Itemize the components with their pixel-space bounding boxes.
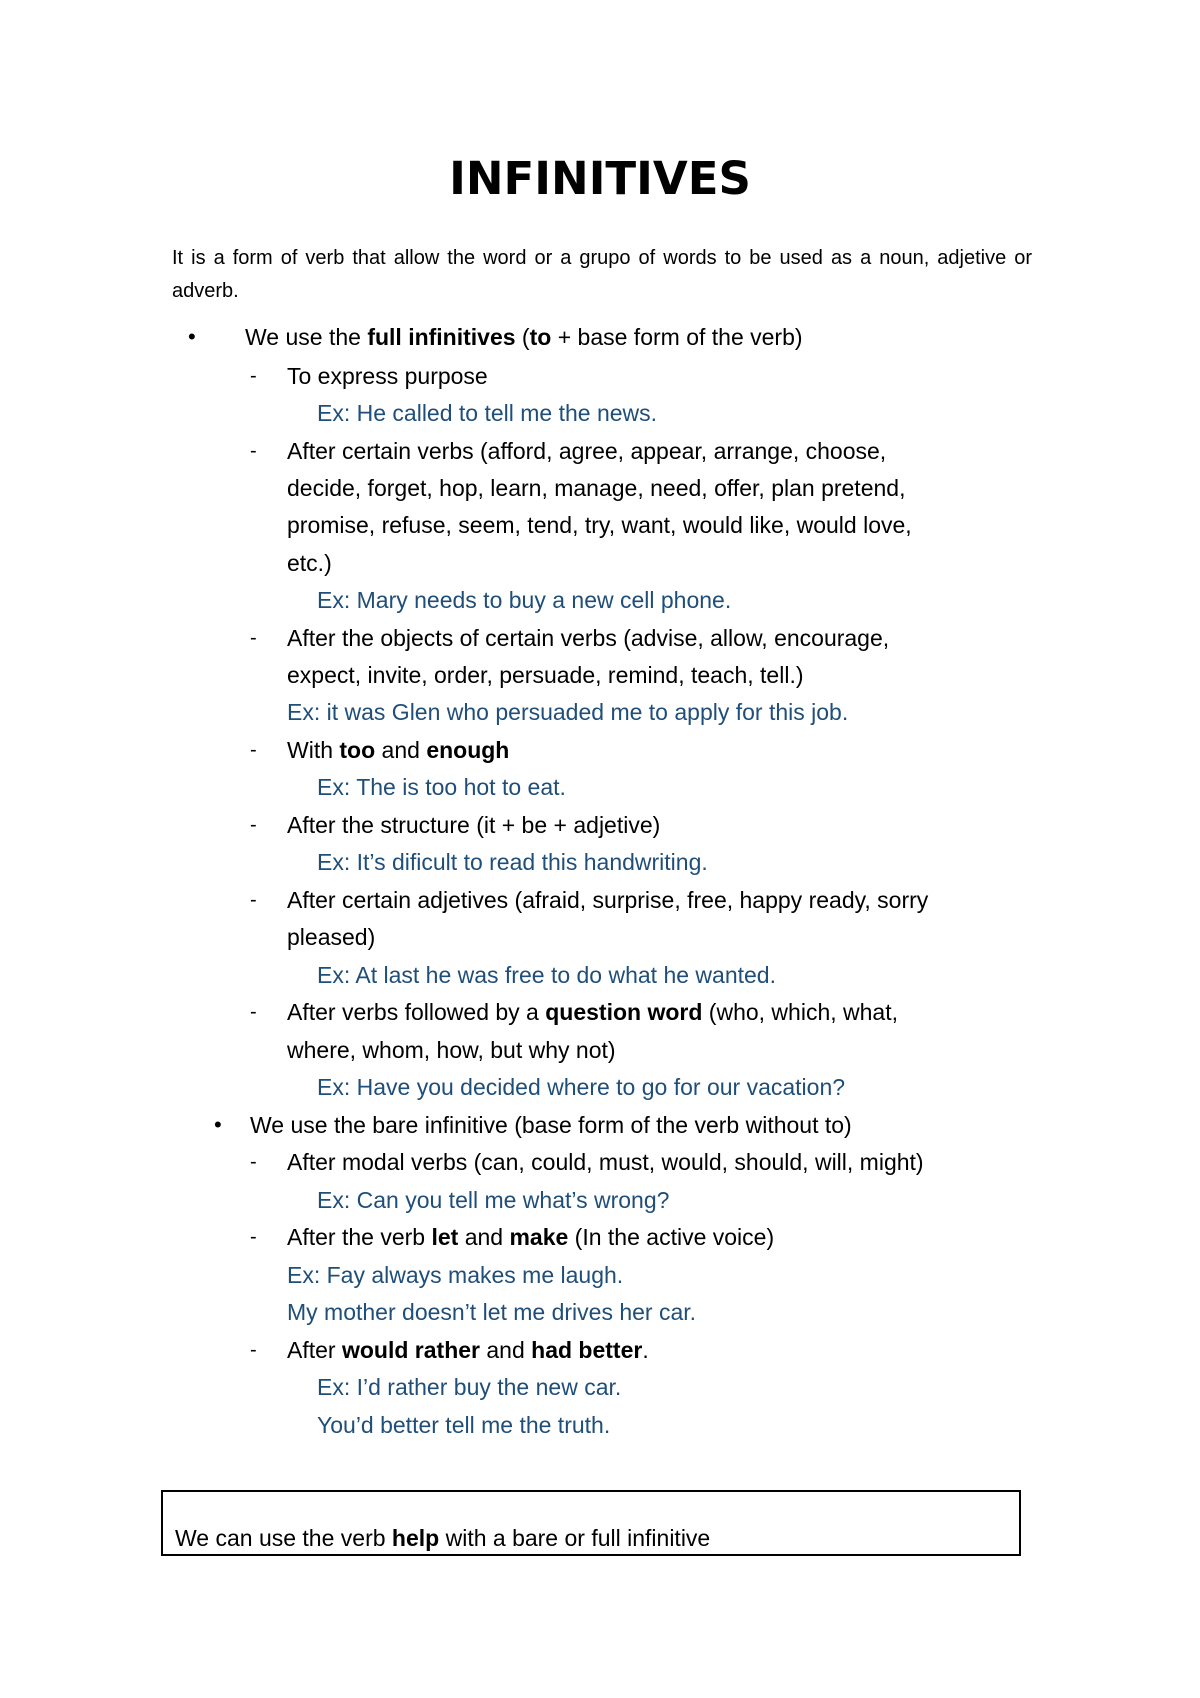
text-run: (who, which, what, [702, 999, 898, 1025]
bold-term: question word [545, 999, 703, 1025]
rule-certain-verbs-cont: decide, forget, hop, learn, manage, need, offer, plan pretend, [287, 475, 906, 501]
dash-marker: - [250, 627, 257, 649]
bullet-marker: • [188, 324, 196, 349]
bullet-marker: • [214, 1112, 222, 1137]
text-run: With [287, 737, 340, 763]
dash-marker: - [250, 739, 257, 761]
example-adjectives: Ex: At last he was free to do what he wanted. [317, 962, 776, 988]
bold-term: full infinitives [367, 324, 516, 350]
example-let-make-2: My mother doesn’t let me drives her car. [287, 1299, 697, 1325]
example-let-make: Ex: Fay always makes me laugh. [287, 1262, 624, 1288]
example-better: You’d better tell me the truth. [317, 1412, 611, 1438]
rule-objects: After the objects of certain verbs (advise, allow, encourage, [287, 625, 890, 651]
rule-objects-cont: expect, invite, order, persuade, remind, teach, tell.) [287, 662, 804, 688]
bold-term: too [339, 737, 376, 763]
note-text [175, 1521, 710, 1555]
example-structure: Ex: It’s dificult to read this handwriting. [317, 849, 708, 875]
rule-rather-better [287, 1333, 649, 1367]
intro-paragraph: It is a form of verb that allow the word or a grupo of words to be used as a noun, adjetive or adverb. [172, 247, 1032, 302]
dash-marker: - [250, 889, 257, 911]
rule-purpose: To express purpose [287, 363, 488, 389]
dash-marker: - [250, 1339, 257, 1361]
example-purpose: Ex: He called to tell me the news. [317, 400, 658, 426]
dash-marker: - [250, 1151, 257, 1173]
text-run: + base form of the verb) [551, 324, 803, 350]
text-run: and [458, 1224, 510, 1250]
bold-term: help [391, 1525, 440, 1551]
example-certain-verbs: Ex: Mary needs to buy a new cell phone. [317, 587, 732, 613]
rule-certain-verbs-cont: promise, refuse, seem, tend, try, want, would like, would love, [287, 512, 912, 538]
rule-let-make [287, 1220, 774, 1254]
text-run: We can use the verb [175, 1525, 392, 1551]
text-run: (In the active voice) [568, 1224, 775, 1250]
rule-certain-verbs-cont: etc.) [287, 550, 332, 576]
bold-term: had better [531, 1337, 643, 1363]
text-run: and [479, 1337, 532, 1363]
example-too-enough: Ex: The is too hot to eat. [317, 774, 566, 800]
text-run: with a bare or full infinitive [439, 1525, 711, 1551]
rule-question-word [287, 995, 898, 1029]
text-run: After the verb [287, 1224, 432, 1250]
dash-marker: - [250, 1001, 257, 1023]
bold-term: make [509, 1224, 569, 1250]
bold-term: to [529, 324, 552, 350]
dash-marker: - [250, 1226, 257, 1248]
page-title: INFINITIVES [449, 152, 751, 205]
bold-term: would rather [341, 1337, 480, 1363]
text-run: and [375, 737, 427, 763]
example-modal-verbs: Ex: Can you tell me what’s wrong? [317, 1187, 670, 1213]
bold-term: let [431, 1224, 459, 1250]
dash-marker: - [250, 814, 257, 836]
text-run: We use the [245, 324, 368, 350]
text-run: . [642, 1337, 649, 1363]
rule-adjectives: After certain adjetives (afraid, surprise, free, happy ready, sorry [287, 887, 929, 913]
dash-marker: - [250, 365, 257, 387]
rule-certain-verbs: After certain verbs (afford, agree, appear, arrange, choose, [287, 438, 887, 464]
text-run: After [287, 1337, 342, 1363]
rule-modal-verbs: After modal verbs (can, could, must, would, should, will, might) [287, 1149, 924, 1175]
example-objects: Ex: it was Glen who persuaded me to apply for this job. [287, 699, 849, 725]
text-run: After verbs followed by a [287, 999, 546, 1025]
dash-marker: - [250, 440, 257, 462]
rule-structure: After the structure (it + be + adjetive) [287, 812, 661, 838]
text-run: ( [515, 324, 530, 350]
rule-adjectives-cont: pleased) [287, 924, 376, 950]
rule-question-word-cont: where, whom, how, but why not) [287, 1037, 616, 1063]
example-rather: Ex: I’d rather buy the new car. [317, 1374, 622, 1400]
rule-too-enough [287, 733, 509, 767]
bare-infinitive-heading: We use the bare infinitive (base form of the verb without to) [250, 1112, 852, 1138]
note-box [161, 1490, 1021, 1556]
bold-term: enough [426, 737, 510, 763]
example-question-word: Ex: Have you decided where to go for our vacation? [317, 1074, 846, 1100]
full-infinitive-heading [245, 320, 803, 354]
